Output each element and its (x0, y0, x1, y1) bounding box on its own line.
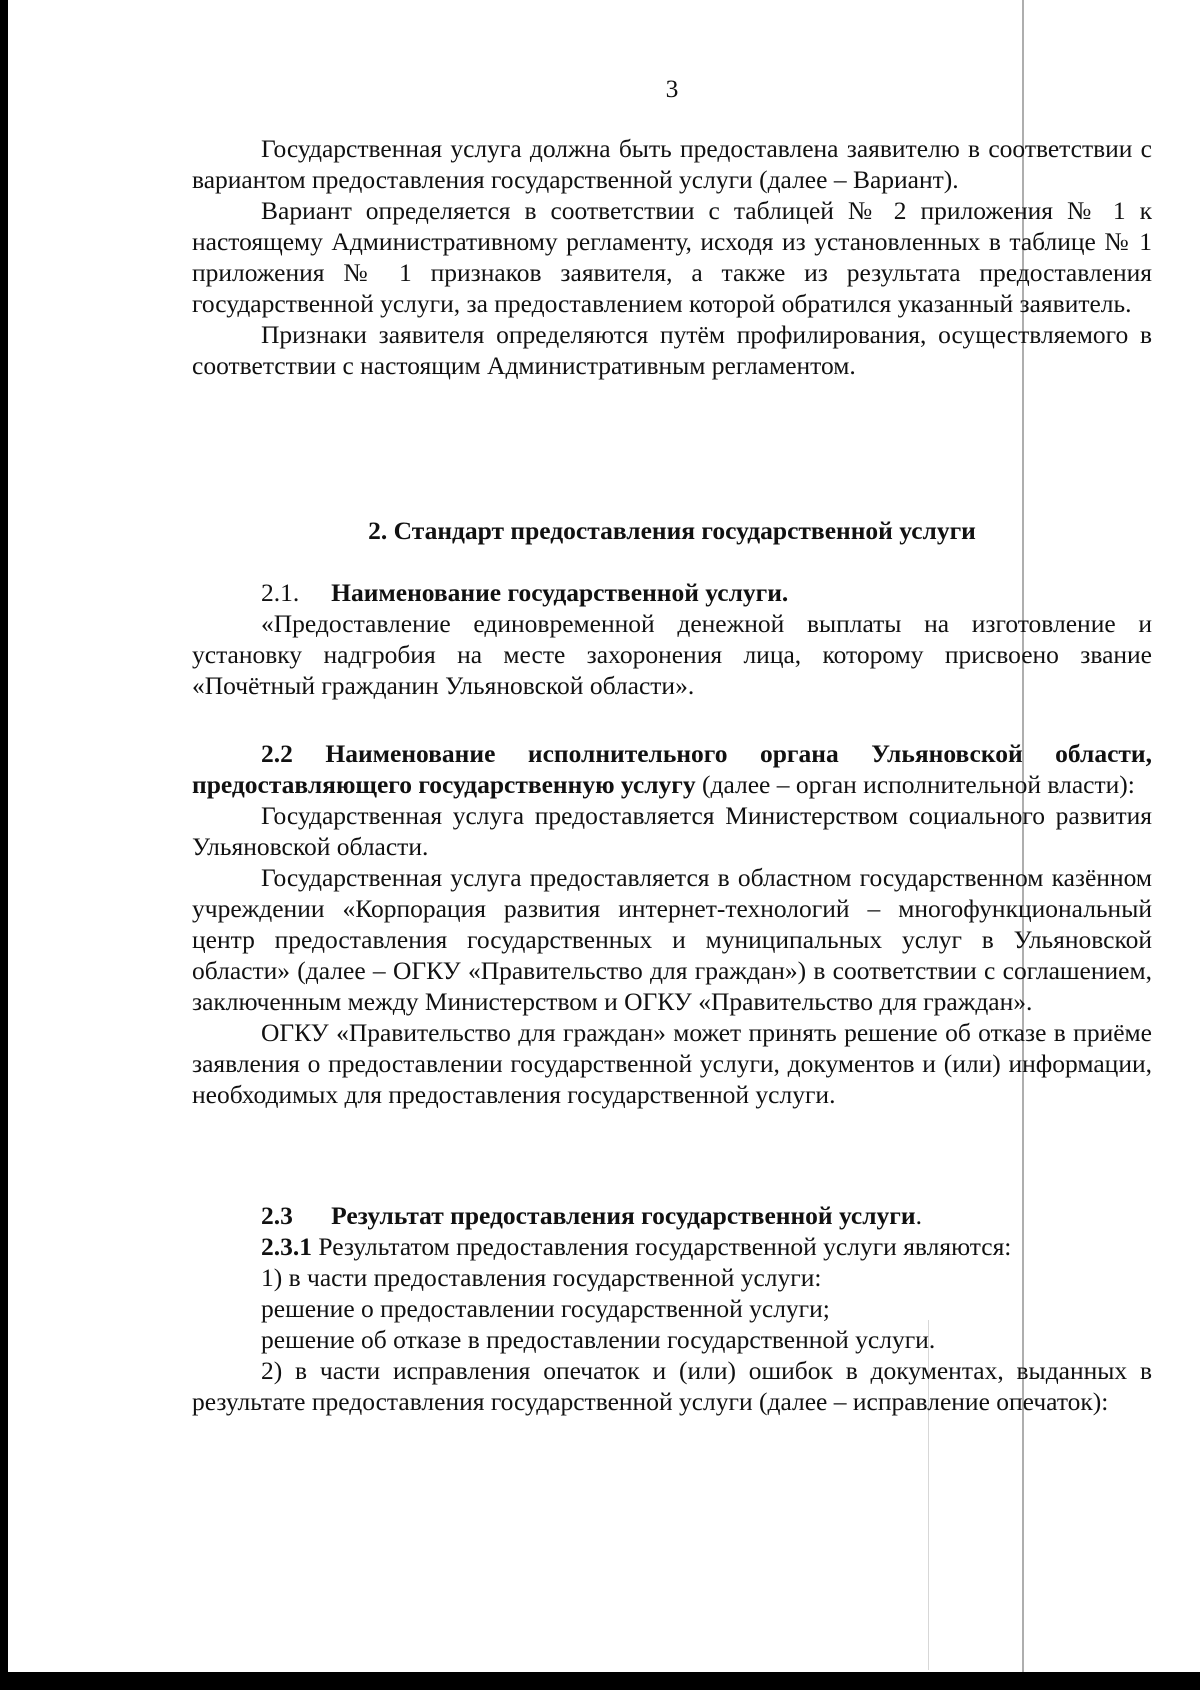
paragraph-applicant-signs: Признаки заявителя определяются путём профилирования, осуществляемого в соответствии с настоящим Административным регламентом. (192, 320, 1152, 380)
section-2-2-refusal: ОГКУ «Правительство для граждан» может принять решение об отказе в приёме заявления о предоставлении государственной услуги, документов и (или) информации, необходимых для предоставления государственной услуги. (192, 1018, 1152, 1109)
result-item-1b: решение об отказе в предоставлении государственной услуги. (261, 1325, 936, 1354)
section-2-2-ministry: Государственная услуга предоставляется Министерством социального развития Ульяновской области. (192, 801, 1152, 861)
section-2-3-title-dot: . (915, 1201, 922, 1230)
section-2-2-heading (192, 738, 1152, 800)
section-2-3-1-line (192, 1231, 1152, 1262)
result-item-1a: решение о предоставлении государственной услуги; (261, 1294, 830, 1323)
section-2-3-heading (192, 1200, 1152, 1231)
scan-left-border (0, 0, 8, 1672)
section-2-2-title: 2.2 Наименование исполнительного органа Ульяновской области, предоставляющего государственную услугу (192, 739, 1152, 799)
page-number: 3 (665, 74, 679, 103)
section-2-title: 2. Стандарт предоставления государственной услуги (368, 516, 976, 545)
section-2-1-block (192, 577, 1152, 701)
section-2-3-1-number: 2.3.1 (261, 1232, 312, 1261)
section-2-3-title: Результат предоставления государственной услуги (331, 1201, 916, 1230)
section-2-1-heading (192, 577, 1152, 608)
section-2-3-block (192, 1200, 1152, 1417)
paragraph-variant-intro: Государственная услуга должна быть предоставлена заявителю в соответствии с вариантом предоставления государственной услуги (далее – Вариант). (192, 134, 1152, 194)
section-2-1-number: 2.1. (261, 578, 300, 607)
section-2-1-text: «Предоставление единовременной денежной выплаты на изготовление и установку надгробия на месте захоронения лица, которому присвоено звание «Почётный гражданин Ульяновской области». (192, 609, 1152, 700)
section-2-2-title-tail: (далее – орган исполнительной власти): (695, 770, 1135, 799)
section-2-3-number: 2.3 (261, 1201, 293, 1230)
section-2-2-mfc: Государственная услуга предоставляется в областном государственном казённом учреждении «Корпорация развития интернет-технологий – многофункциональный центр предоставления государственных и муниципальных услуг в Ульяновской области» (далее – ОГКУ «Правительство для граждан») в соответствии с соглашением, заключенным между Министерством и ОГКУ «Правительство для граждан». (192, 863, 1152, 1016)
result-item-1: 1) в части предоставления государственной услуги: (261, 1263, 822, 1292)
intro-block (192, 133, 1152, 381)
scan-bottom-border (0, 1672, 1200, 1690)
result-item-2: 2) в части исправления опечаток и (или) ошибок в документах, выданных в результате предоставления государственной услуги (далее – исправление опечаток): (192, 1356, 1152, 1416)
section-2-2-block (192, 738, 1152, 1110)
section-2-3-1-text: Результатом предоставления государственной услуги являются: (312, 1232, 1012, 1261)
section-2-1-title: Наименование государственной услуги. (331, 578, 789, 607)
paragraph-variant-definition: Вариант определяется в соответствии с таблицей № 2 приложения № 1 к настоящему Административному регламенту, исходя из установленных в таблице № 1 приложения № 1 признаков заявителя, а также из результата предоставления государственной услуги, за предоставлением которой обратился указанный заявитель. (192, 196, 1152, 318)
section-2-heading-block (192, 515, 1152, 546)
